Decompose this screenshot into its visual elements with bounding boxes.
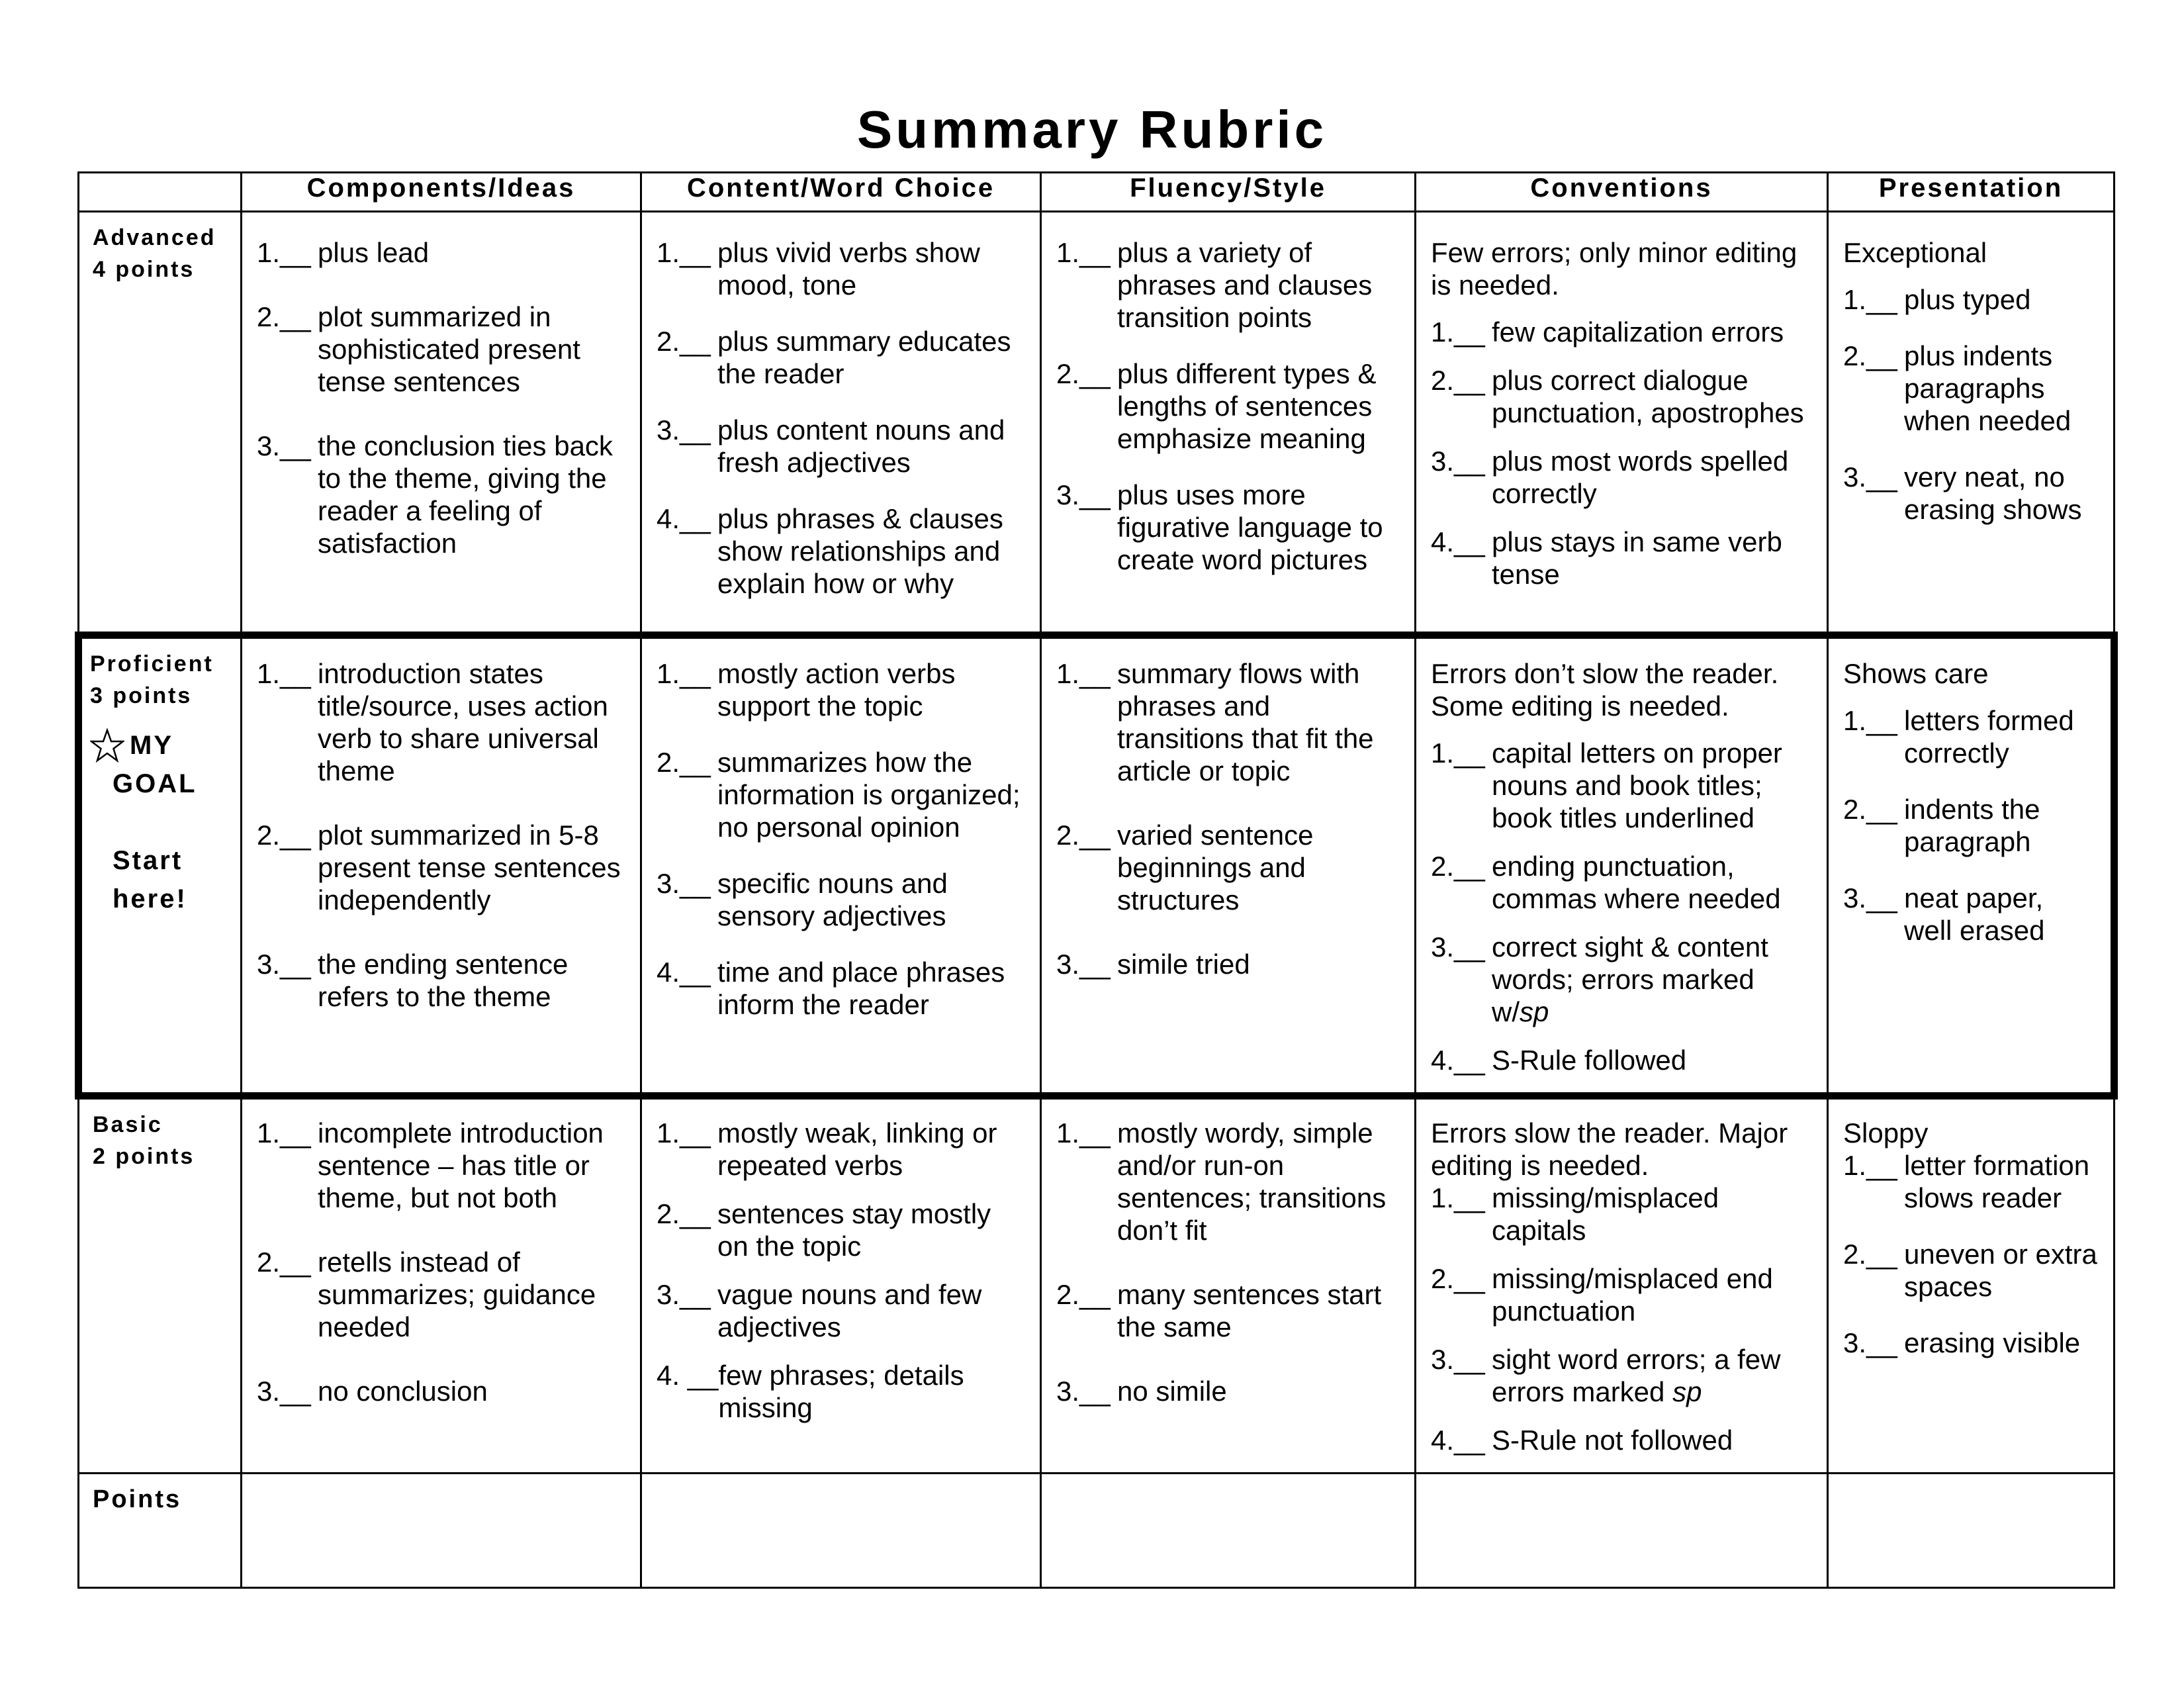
criterion-item: 1.__ mostly wordy, simple and/or run-on sentences; transitions don’t fit [1056,1117,1387,1246]
content-cell [641,212,1041,635]
content-cell [641,635,1041,1096]
start-label-here: here! [113,884,187,914]
criterion-item: 2.__ plus different types & lengths of sentences emphasize meaning [1056,358,1377,454]
criterion-item: 2.__ plot summarized in 5-8 present tense sentences independently [257,820,621,915]
level-points: 3 points [90,683,193,708]
criterion-item: 1.__ introduction states title/source, uses action verb to share universal theme [257,658,608,786]
header-components: Components/Ideas [242,173,641,212]
criterion-item: 2.__ uneven or extra spaces [1843,1239,2097,1302]
criterion-item: 3.__ vague nouns and few adjectives [657,1279,982,1342]
criterion-item: 2.__ varied sentence beginnings and structures [1056,820,1314,915]
presentation-cell [1828,1096,2115,1474]
level-cell [79,635,242,1096]
criterion-item: 1.__ plus a variety of phrases and clauses transition points [1056,237,1373,333]
header-row [79,173,2115,212]
criterion-item: 3.__ the conclusion ties back to the theme, giving the reader a feeling of satisfaction [257,430,613,559]
sp-mark: sp [1672,1376,1702,1407]
criterion-item: 1.__ capital letters on proper nouns and book titles; book titles underlined [1431,737,1782,833]
points-entry-fluency[interactable] [1041,1474,1416,1588]
sp-mark: sp [1520,996,1549,1027]
conventions-lead: Few errors; only minor editing is needed. [1431,237,1797,301]
points-entry-presentation[interactable] [1828,1474,2115,1588]
presentation-lead: Shows care [1843,658,1989,689]
criterion-item: 2.__ sentences stay mostly on the topic [657,1198,991,1262]
criterion-item: 4.__ plus stays in same verb tense [1431,526,1782,590]
header-presentation: Presentation [1828,173,2115,212]
conventions-cell [1416,635,1828,1096]
row-basic [79,1096,2115,1474]
presentation-cell [1828,635,2115,1096]
criterion-item: 1.__ mostly action verbs support the topic [657,658,956,722]
criterion-item: 2.__ plot summarized in sophisticated present tense sentences [257,301,580,397]
criterion-item: 1.__ mostly weak, linking or repeated verbs [657,1117,997,1181]
criterion-item: 1.__ incomplete introduction sentence – has title or theme, but not both [257,1117,604,1213]
criterion-item: 4.__ S-Rule followed [1431,1045,1687,1076]
points-label: Points [93,1485,182,1513]
criterion-item: 3.__ the ending sentence refers to the theme [257,949,569,1012]
fluency-cell [1041,635,1416,1096]
fluency-cell [1041,1096,1416,1474]
criterion-item: 2.__ indents the paragraph [1843,794,2040,857]
conventions-lead: Errors slow the reader. Major editing is needed. [1431,1117,1788,1181]
presentation-lead: Sloppy [1843,1117,1929,1149]
row-points [79,1474,2115,1588]
conventions-cell [1416,1096,1828,1474]
start-label: Start [113,846,183,875]
criterion-item: 4. __ few phrases; details missing [657,1360,964,1423]
criterion-item: 3.__ plus most words spelled correctly [1431,445,1789,509]
components-cell [242,1096,641,1474]
header-conventions: Conventions [1416,173,1828,212]
header-fluency: Fluency/Style [1041,173,1416,212]
criterion-item: 1.__ missing/misplaced capitals [1431,1182,1719,1246]
goal-label-goal: GOAL [113,769,197,798]
criterion-item: 3.__ correct sight & content words; errors marked w/sp [1431,931,1768,1027]
criterion-item: 3.__ plus uses more figurative language to create word pictures [1056,479,1383,575]
criterion-item: 1.__ few capitalization errors [1431,316,1784,348]
star-icon [90,728,124,763]
presentation-lead: Exceptional [1843,237,1987,268]
criterion-item: 1.__ letters formed correctly [1843,705,2074,769]
criterion-item: 1.__ plus lead [257,237,430,268]
criterion-item: 3.__ very neat, no erasing shows [1843,461,2082,525]
conventions-lead: Errors don’t slow the reader. Some editing is needed. [1431,658,1779,722]
criterion-item: 1.__ plus typed [1843,284,2031,315]
criterion-item: 2.__ plus indents paragraphs when needed [1843,340,2071,436]
components-cell [242,635,641,1096]
criterion-item: 3.__ no simile [1056,1376,1227,1407]
criterion-item: 2.__ missing/misplaced end punctuation [1431,1263,1773,1327]
criterion-item: 3.__ plus content nouns and fresh adjectives [657,414,1005,478]
presentation-cell [1828,212,2115,635]
header-content: Content/Word Choice [641,173,1041,212]
conventions-cell [1416,212,1828,635]
level-name: Proficient [90,651,214,677]
criterion-item: 1.__ letter formation slows reader [1843,1150,2090,1213]
criterion-item: 2.__ retells instead of summarizes; guidance needed [257,1246,596,1342]
goal-label-my: MY [130,731,173,760]
criterion-item: 3.__ simile tried [1056,949,1250,980]
criterion-item: 1.__ summary flows with phrases and transitions that fit the article or topic [1056,658,1374,786]
level-points: 4 points [93,257,195,282]
points-entry-content[interactable] [641,1474,1041,1588]
criterion-item: 4.__ time and place phrases inform the reader [657,957,1005,1020]
components-cell [242,212,641,635]
level-points: 2 points [93,1144,195,1169]
criterion-item: 2.__ plus correct dialogue punctuation, apostrophes [1431,365,1804,428]
criterion-item: 2.__ ending punctuation, commas where needed [1431,851,1781,914]
points-label-cell [79,1474,242,1588]
rubric-table [75,171,2118,1589]
level-cell [79,1096,242,1474]
criterion-item: 2.__ plus summary educates the reader [657,326,1011,389]
criterion-item: 3.__ no conclusion [257,1376,488,1407]
criterion-item: 2.__ summarizes how the information is organized; no personal opinion [657,747,1021,843]
criterion-item: 4.__ plus phrases & clauses show relationships and explain how or why [657,503,1003,599]
level-name: Basic [93,1112,163,1137]
criterion-item: 3.__ sight word errors; a few errors marked sp [1431,1344,1781,1407]
level-name: Advanced [93,225,216,250]
level-cell [79,212,242,635]
row-advanced [79,212,2115,635]
page-title: Summary Rubric [856,100,1328,159]
content-cell [641,1096,1041,1474]
criterion-item: 1.__ plus vivid verbs show mood, tone [657,237,980,301]
points-entry-conventions[interactable] [1416,1474,1828,1588]
criterion-item: 2.__ many sentences start the same [1056,1279,1382,1342]
criterion-item: 3.__ neat paper, well erased [1843,882,2045,946]
points-entry-components[interactable] [242,1474,641,1588]
criterion-item: 3.__ erasing visible [1843,1327,2081,1358]
criterion-item: 3.__ specific nouns and sensory adjectives [657,868,948,931]
fluency-cell [1041,212,1416,635]
criterion-item: 4.__ S-Rule not followed [1431,1425,1733,1456]
row-proficient [79,635,2115,1096]
header-corner [79,173,242,212]
